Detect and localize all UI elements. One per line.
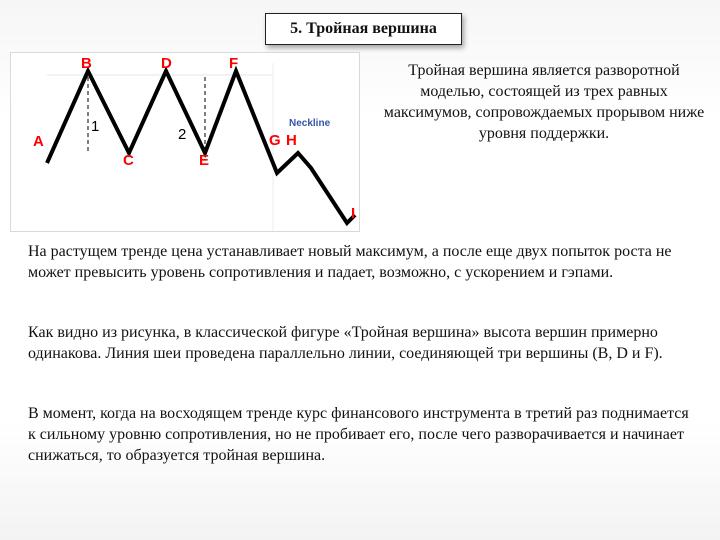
slide-title: 5. Тройная вершина xyxy=(265,13,462,45)
price-line xyxy=(47,71,355,223)
height-number-2: 2 xyxy=(178,126,187,143)
point-label-h: H xyxy=(286,132,297,149)
height-number-1: 1 xyxy=(91,118,100,135)
point-label-a: A xyxy=(33,133,44,150)
definition-text: Тройная вершина является разворотной моделью, состоящей из трех равных максимумов, сопровождаемых прорывом ниже уровня поддержки. xyxy=(383,62,705,142)
paragraph-classic-figure: Как видно из рисунка, в классической фигуре «Тройная вершина» высота вершин примерно одинакова. Линия шеи проведена параллельно линии, соединяющей три вершины (B, D и F). xyxy=(28,324,663,362)
point-label-g: G xyxy=(269,132,281,149)
point-label-c: C xyxy=(123,152,134,169)
point-label-e: E xyxy=(199,152,210,169)
triple-top-chart xyxy=(11,53,359,231)
paragraph-formation: В момент, когда на восходящем тренде курс финансового инструмента в третий раз поднимается к сильному уровню сопротивления, но не пробивает его, после чего разворачивается и начинает снижаться, то образуется тройная вершина. xyxy=(28,405,689,464)
point-label-b: B xyxy=(81,55,92,72)
point-label-f: F xyxy=(229,55,239,72)
point-label-d: D xyxy=(161,55,172,72)
neckline-label: Neckline xyxy=(289,118,331,129)
paragraph-trend: На растущем тренде цена устанавливает новый максимум, а после еще двух попыток роста не может превысить уровень сопротивления и падает, возможно, с ускорением и гэпами. xyxy=(28,243,672,281)
point-label-i: I xyxy=(351,205,356,222)
triple-top-diagram xyxy=(10,52,360,232)
